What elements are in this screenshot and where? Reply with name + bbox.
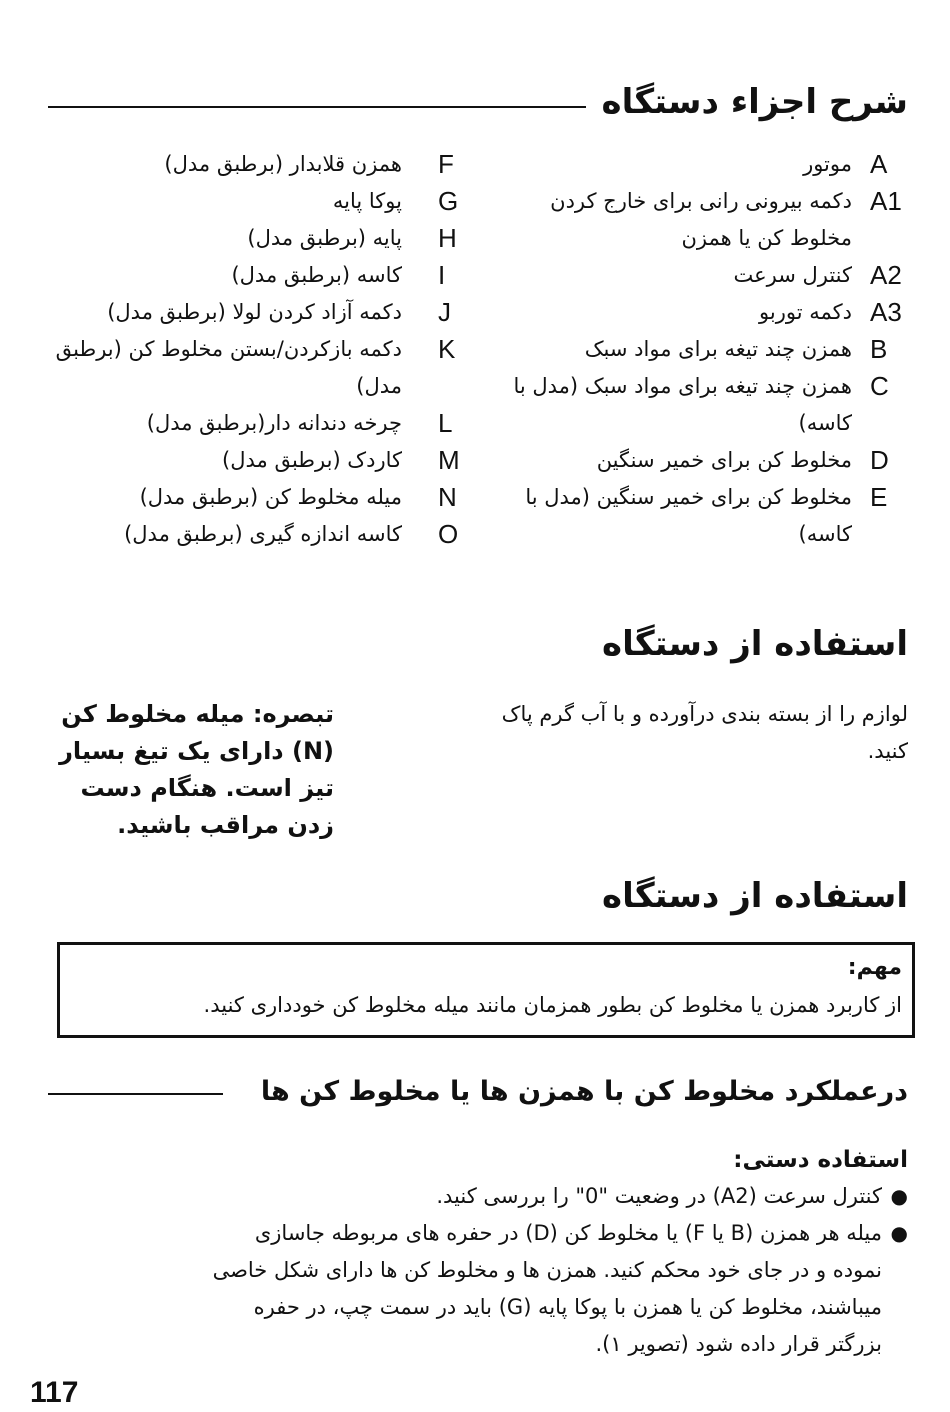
part-description: دکمه بیرونی رانی برای خارج کردن مخلوط کن یا همزن [550,189,852,250]
part-letter: F [438,149,454,179]
part-letter: M [438,445,460,475]
part-description: همزن چند تیغه برای مواد سبک [584,337,852,361]
part-letter: J [438,297,451,327]
part-letter: A1 [870,186,902,216]
part-letter: A3 [870,297,902,327]
part-description: همزن قلابدار (برطبق مدل) [164,152,402,176]
part-letter: C [870,371,889,401]
part-description: کاسه (برطبق مدل) [231,263,402,287]
bullet-text: کنترل سرعت (A2) در وضعیت "0" را بررسی کنید. [436,1184,882,1208]
part-description: مخلوط کن برای خمیر سنگین [596,448,852,472]
handheld-title: درعملکرد مخلوط کن با همزن ها یا مخلوط کن ها [260,1076,908,1107]
important-box [57,942,915,1038]
part-description: دکمه بازکردن/بستن مخلوط کن (برطبق مدل) [55,337,402,398]
part-letter: K [438,334,456,364]
note-label: تبصره: [252,700,334,728]
handheld-subtitle: استفاده دستی: [733,1147,908,1173]
part-letter: N [438,482,457,512]
part-description: میله مخلوط کن (برطبق مدل) [139,485,402,509]
handheld-rule [48,1093,223,1095]
part-description: همزن چند تیغه برای مواد سبک (مدل با کاسه) [513,374,852,435]
part-description: کاردک (برطبق مدل) [222,448,402,472]
blade-warning-note [48,696,334,844]
bullet-text: میله هر همزن (B یا F) یا مخلوط کن (D) در حفره های مربوطه جاسازی نموده و در جای خود محکم کنید. همزن ها و مخلوط کن ها دارای شکل خاصی میباشند، مخلوط کن یا همزن با پوکا پایه (G) باید در سمت چپ، در حفره بزرگتر قرار داده شود (تصویر ۱). [212,1221,882,1356]
usage-title-2: استفاده از دستگاه [602,876,908,916]
part-description: کاسه اندازه گیری (برطبق مدل) [124,522,402,546]
part-letter: L [438,408,453,438]
important-text: از کاربرد همزن یا مخلوط کن بطور همزمان مانند میله مخلوط کن خودداری کنید. [203,993,902,1017]
part-description: دکمه توربو [759,300,852,324]
parts-title: شرح اجزاء دستگاه [601,82,908,122]
bullet-dot-icon: ● [890,1221,908,1245]
page-number: 117 [30,1376,79,1409]
part-letter: O [438,519,459,549]
handheld-instructions [208,1178,908,1363]
usage-title-1: استفاده از دستگاه [602,624,908,664]
bullet-dot-icon: ● [890,1184,908,1208]
part-letter: E [870,482,888,512]
part-letter: I [438,260,446,290]
part-letter: A [870,149,888,179]
part-letter: H [438,223,457,253]
part-description: موتور [803,152,852,176]
part-description: پایه (برطبق مدل) [247,226,402,250]
bullet-insert-beaters [208,1215,908,1363]
part-description: کنترل سرعت [733,263,852,287]
part-letter: B [870,334,888,364]
bullet-check-speed [208,1178,908,1215]
part-description: مخلوط کن برای خمیر سنگین (مدل با کاسه) [525,485,852,546]
part-description: چرخه دندانه دار(برطبق مدل) [146,411,402,435]
note-text: میله مخلوط کن (N) دارای یک تیغ بسیار تیز است. هنگام دست زدن مراقب باشید. [59,700,334,839]
title-rule [48,106,586,108]
unpack-instructions: لوازم را از بسته بندی درآورده و با آب گرم پاک کنید. [501,702,908,763]
part-letter: A2 [870,260,902,290]
part-description: پوکا پایه [332,189,402,213]
part-letter: D [870,445,889,475]
part-letter: G [438,186,459,216]
important-label: مهم: [847,955,902,980]
part-description: دکمه آزاد کردن لولا (برطبق مدل) [107,300,402,324]
